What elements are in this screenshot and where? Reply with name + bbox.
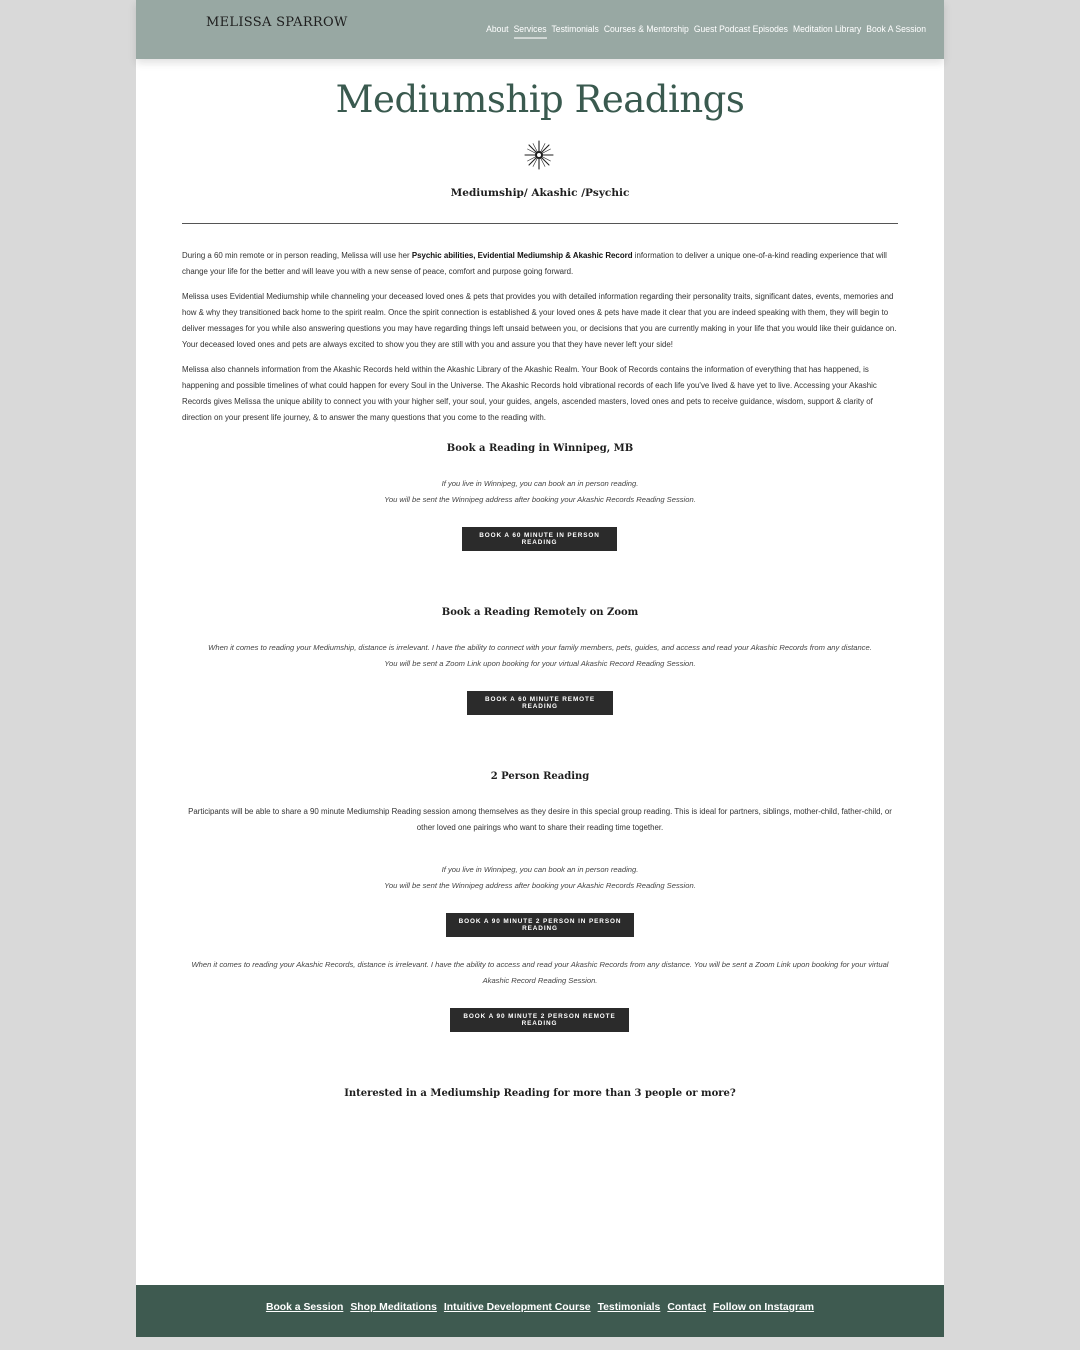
intro-paragraph-2: Melissa uses Evidential Mediumship while channeling your deceased loved ones & pets that provides you with detailed information regarding their personality traits, significant dates, events, memories and how & why they transitioned back home to the spirit realm. Once the spirit connection is established & your loved ones & pets have made it clear that you are indeed speaking with them, they will begin to deliver messages for you while also answering questions you may have regarding things left unsaid between you, or decisions that you are currently making in your life that you would like their guidance on. Your deceased loved ones and pets are always excited to show you they are still with you and assure you that they have never left your side!: [182, 292, 897, 349]
winnipeg-note-1: If you live in Winnipeg, you can book an in person reading.: [441, 479, 639, 488]
intro-paragraph-3: Melissa also channels information from the Akashic Records held within the Akashic Library of the Akashic Realm. Your Book of Records contains the information of everything that has happened, is happening and possible timelines of what could happen for every Soul in the Universe. The Akashic Records hold vibrational records of each life you've lived & have yet to live. Accessing your Akashic Records gives Melissa the unique ability to connect you with your higher self, your soul, your guides, angels, ascended masters, loved ones and pets to receive guidance, wisdom, support & clarity of direction on your present life journey, & to answer the many questions that you come to the reading with.: [182, 365, 877, 422]
page-subtitle: Mediumship/ Akashic /Psychic: [450, 187, 630, 199]
two-person-description: Participants will be able to share a 90 minute Mediumship Reading session among themselves as they desire in this special group reading. This is ideal for partners, siblings, mother-child, father-child, or other loved one pairings who want to share their reading time together.: [188, 807, 892, 832]
intro-paragraph-1: [182, 248, 898, 280]
footer-link-shop-meditations[interactable]: Shop Meditations: [350, 1301, 437, 1313]
intro-text: During a 60 min remote or in person reading, Melissa will use her: [182, 251, 412, 260]
site-logo[interactable]: MELISSA SPARROW: [206, 15, 348, 30]
zoom-note-1: When it comes to reading your Mediumship, distance is irrelevant. I have the ability to connect with your family members, pets, guides, and access and read your Akashic Records from any distance.: [208, 643, 872, 652]
group-reading-heading: Interested in a Mediumship Reading for more than 3 people or more?: [344, 1088, 736, 1099]
nav-book-a-session[interactable]: Book A Session: [866, 23, 926, 35]
two-person-heading: 2 Person Reading: [490, 771, 590, 782]
two-person-note-2: You will be sent the Winnipeg address after booking your Akashic Records Reading Session.: [384, 881, 696, 890]
site-header: [136, 0, 944, 59]
nav-meditation-library[interactable]: Meditation Library: [792, 23, 862, 35]
book-90-2-person-remote-button[interactable]: BOOK A 90 MINUTE 2 PERSON REMOTE READING: [450, 1008, 629, 1032]
zoom-note-2: You will be sent a Zoom Link upon booking for your virtual Akashic Record Reading Session.: [384, 659, 696, 668]
page-title: Mediumship Readings: [335, 78, 745, 121]
footer-link-contact[interactable]: Contact: [667, 1301, 707, 1313]
sun-burst-icon: [524, 140, 554, 170]
zoom-heading: Book a Reading Remotely on Zoom: [441, 607, 639, 618]
site-footer: [136, 1285, 944, 1337]
section-divider: [182, 223, 898, 224]
book-90-2-person-in-person-button[interactable]: BOOK A 90 MINUTE 2 PERSON IN PERSON READING: [446, 913, 634, 937]
two-person-note-1: If you live in Winnipeg, you can book an in person reading.: [441, 865, 639, 874]
winnipeg-heading: Book a Reading in Winnipeg, MB: [446, 443, 634, 454]
nav-guest-podcast-episodes[interactable]: Guest Podcast Episodes: [693, 23, 788, 35]
nav-services[interactable]: Services: [514, 23, 547, 38]
nav-testimonials[interactable]: Testimonials: [551, 23, 599, 35]
intro-bold-text: Psychic abilities, Evidential Mediumship & Akashic Record: [411, 251, 633, 260]
nav-courses-mentorship[interactable]: Courses & Mentorship: [603, 23, 689, 35]
footer-link-intuitive-development-course[interactable]: Intuitive Development Course: [443, 1301, 591, 1313]
footer-link-book-a-session[interactable]: Book a Session: [265, 1301, 344, 1313]
two-person-remote-note: When it comes to reading your Akashic Records, distance is irrelevant. I have the ability to access and read your Akashic Records from any distance. You will be sent a Zoom Link upon booking for your virtual Akashic Record Reading Session.: [191, 960, 889, 985]
footer-link-follow-on-instagram[interactable]: Follow on Instagram: [713, 1301, 815, 1313]
book-60-in-person-button[interactable]: BOOK A 60 MINUTE IN PERSON READING: [462, 527, 617, 551]
page: [136, 0, 944, 1337]
nav-about[interactable]: About: [486, 23, 509, 35]
main-nav: [486, 24, 926, 38]
intro-text: information to deliver a unique one-of-a-kind reading experience that will change your life for the better and will leave you with a new sense of peace, comfort and purpose going forward.: [182, 251, 887, 276]
winnipeg-note-2: You will be sent the Winnipeg address after booking your Akashic Records Reading Session.: [384, 495, 696, 504]
book-60-remote-button[interactable]: BOOK A 60 MINUTE REMOTE READING: [467, 691, 613, 715]
footer-link-testimonials[interactable]: Testimonials: [597, 1301, 661, 1313]
